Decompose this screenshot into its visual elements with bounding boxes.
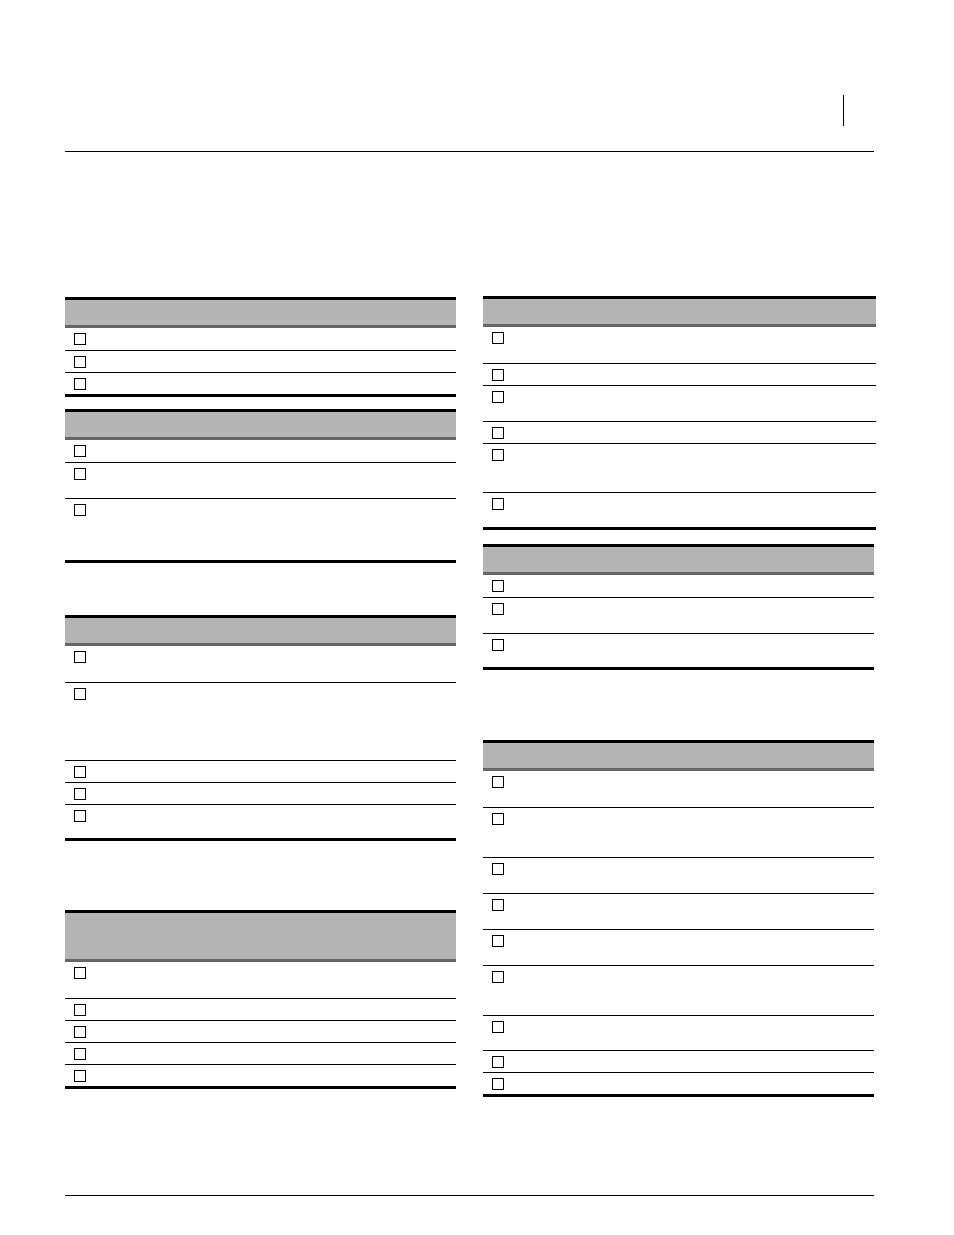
checklist-row [65, 646, 456, 682]
checklist-row [483, 1015, 874, 1050]
checkbox[interactable] [492, 498, 504, 510]
checklist-row [65, 998, 456, 1020]
footer-rule [65, 1195, 874, 1196]
checkbox[interactable] [74, 378, 86, 390]
checklist-table [65, 910, 456, 1089]
checklist-row [65, 760, 456, 782]
checklist-table-header [65, 297, 456, 328]
checklist-row [483, 421, 876, 443]
checkbox[interactable] [74, 468, 86, 480]
checklist-row [483, 771, 874, 807]
checklist-table-header [483, 740, 874, 771]
checklist-row [65, 440, 456, 462]
checklist-row [65, 682, 456, 760]
checklist-table-header [65, 409, 456, 440]
checklist-table [483, 740, 874, 1097]
checklist-table [65, 409, 456, 563]
checklist-row [65, 498, 456, 560]
checklist-row [65, 350, 456, 372]
checkbox[interactable] [492, 935, 504, 947]
checkbox[interactable] [492, 427, 504, 439]
checklist-row [65, 372, 456, 394]
checklist-row [483, 385, 876, 421]
checklist-row [483, 633, 874, 667]
checkbox[interactable] [492, 391, 504, 403]
checklist-row [483, 1072, 874, 1094]
checkbox[interactable] [492, 1021, 504, 1033]
checkbox[interactable] [492, 813, 504, 825]
checklist-row [65, 804, 456, 838]
checkbox[interactable] [492, 369, 504, 381]
checkbox[interactable] [74, 788, 86, 800]
checklist-row [483, 857, 874, 893]
checklist-row [483, 492, 876, 527]
checklist-row [65, 328, 456, 350]
checklist-row [483, 965, 874, 1015]
checklist-row [483, 807, 874, 857]
checkbox[interactable] [74, 1048, 86, 1060]
checkbox[interactable] [492, 1078, 504, 1090]
checklist-row [483, 929, 874, 965]
header-vertical-bar [843, 95, 844, 126]
checkbox[interactable] [74, 810, 86, 822]
checkbox[interactable] [492, 603, 504, 615]
checklist-table-header [483, 544, 874, 575]
checklist-table [65, 615, 456, 841]
checkbox[interactable] [492, 971, 504, 983]
checkbox[interactable] [74, 1026, 86, 1038]
checklist-row [483, 893, 874, 929]
checkbox[interactable] [492, 332, 504, 344]
checklist-row [483, 363, 876, 385]
checklist-row [483, 575, 874, 597]
checklist-table [65, 297, 456, 397]
checkbox[interactable] [492, 899, 504, 911]
checkbox[interactable] [74, 445, 86, 457]
checklist-row [65, 462, 456, 498]
checklist-row [483, 327, 876, 363]
checklist-table [483, 544, 874, 670]
checklist-table [483, 296, 876, 530]
checkbox[interactable] [492, 639, 504, 651]
checkbox[interactable] [492, 863, 504, 875]
checkbox[interactable] [74, 1070, 86, 1082]
checkbox[interactable] [74, 504, 86, 516]
checklist-row [65, 1064, 456, 1086]
checkbox[interactable] [492, 449, 504, 461]
checklist-row [65, 1042, 456, 1064]
checkbox[interactable] [74, 651, 86, 663]
checklist-row [483, 443, 876, 492]
checklist-row [483, 597, 874, 633]
checklist-row [65, 782, 456, 804]
checkbox[interactable] [74, 766, 86, 778]
checkbox[interactable] [492, 1056, 504, 1068]
checklist-row [483, 1050, 874, 1072]
checklist-row [65, 962, 456, 998]
checkbox[interactable] [74, 333, 86, 345]
checkbox[interactable] [492, 776, 504, 788]
checkbox[interactable] [74, 967, 86, 979]
checklist-row [65, 1020, 456, 1042]
header-rule [65, 151, 874, 152]
checklist-table-header [483, 296, 876, 327]
checklist-table-header [65, 910, 456, 962]
checkbox[interactable] [74, 688, 86, 700]
checkbox[interactable] [74, 356, 86, 368]
checklist-table-header [65, 615, 456, 646]
checkbox[interactable] [492, 580, 504, 592]
checkbox[interactable] [74, 1004, 86, 1016]
